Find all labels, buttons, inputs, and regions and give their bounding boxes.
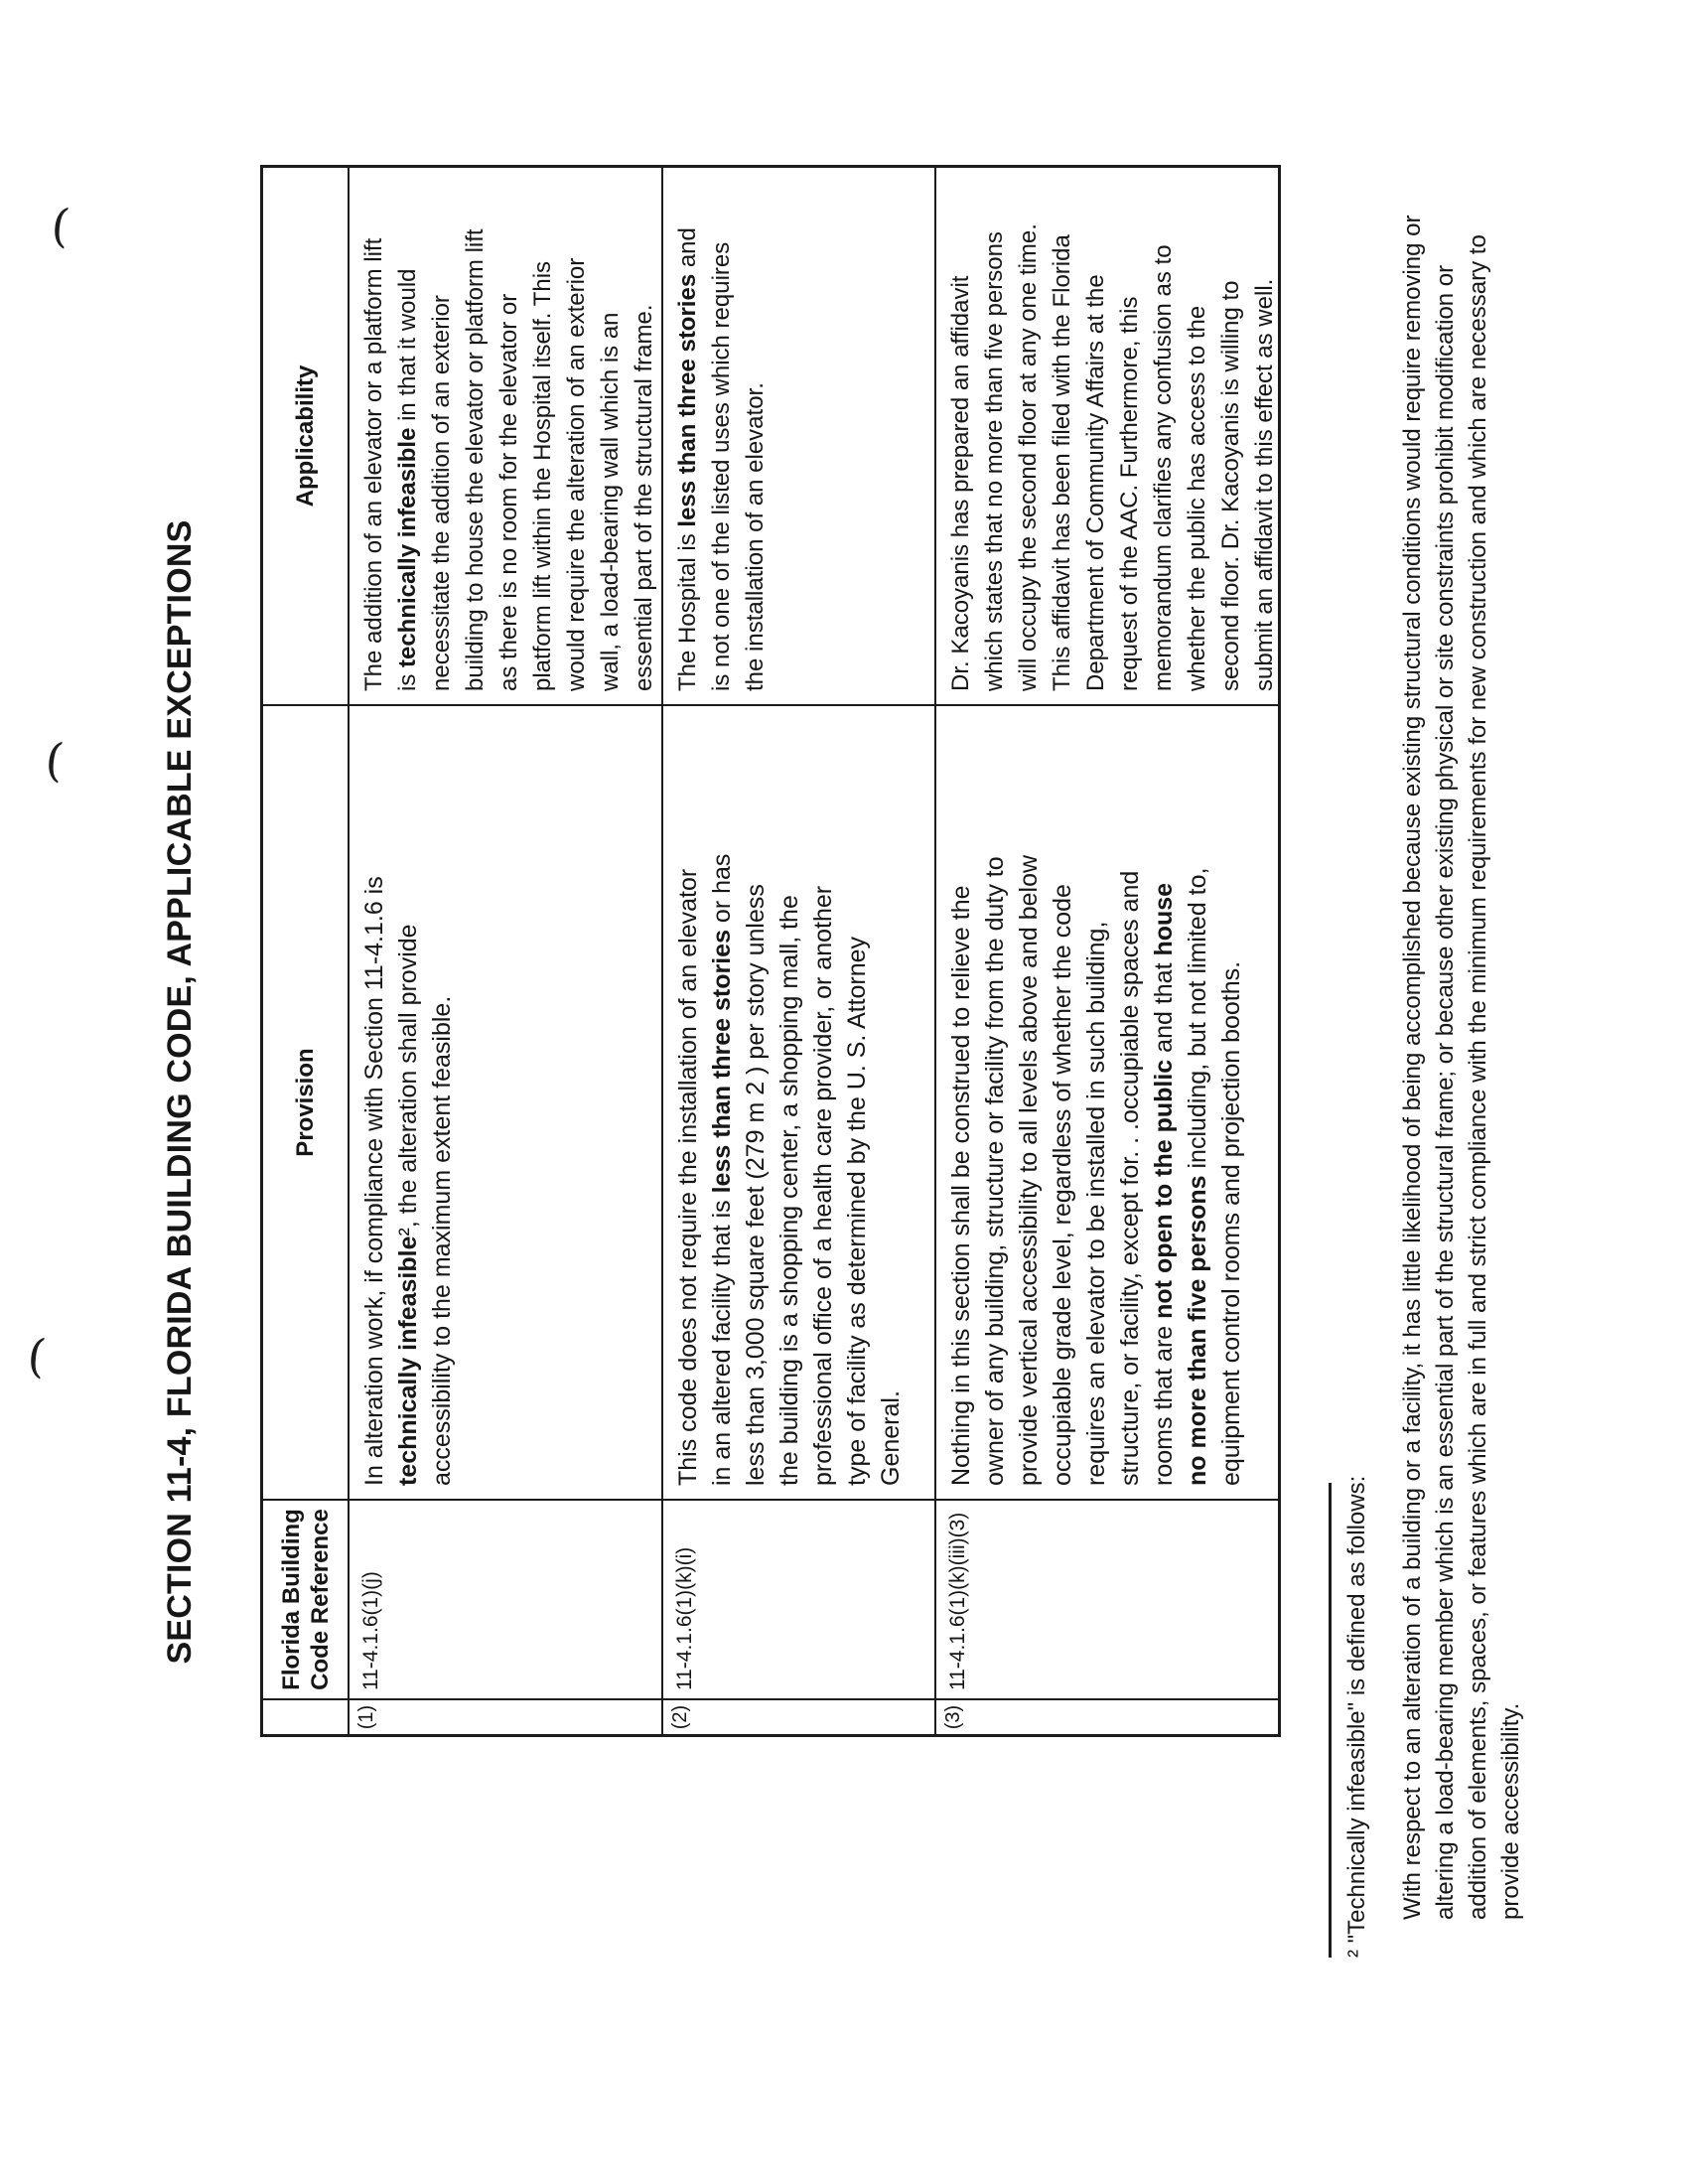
footnote-intro: ² "Technically infeasible" is defined as follows: — [1343, 1475, 1370, 1958]
header-provision: Provision — [263, 706, 348, 1501]
scan-artifact-mark: ( — [25, 1328, 49, 1383]
scan-artifact-mark: ( — [43, 732, 67, 788]
provision-text: In alteration work, if compliance with Section 11-4.1.6 is technically infeasible², the alteration shall provide accessibility to the maximum extent feasible. — [348, 706, 661, 1501]
code-reference: 11-4.1.6(1)(j) — [348, 1501, 661, 1700]
provision-text: This code does not require the installation of an elevator in an altered facility that is less than three stories or has less than 3,000 square feet (279 m 2 ) per story unless the building is a shopping center, a shopping mall, the professional office of a health care provider, or another type of facility as determined by the U. S. Attorney General. — [661, 706, 934, 1501]
row-number: (2) — [661, 1700, 934, 1734]
applicability-text: Dr. Kacoyanis has prepared an affidavit which states that no more than five persons will occupy the second floor at any one time. This affidavit has been filed with the Florida Department of Community Affairs at the request of the AAC. Furthermore, this memorandum clarifies any confusion as to whether the public has access to the second floor. Dr. Kacoyanis is willing to submit an affidavit to this effect as well. — [934, 168, 1278, 706]
document-title: SECTION 11-4, FLORIDA BUILDING CODE, APPLICABLE EXCEPTIONS — [161, 519, 199, 1665]
applicability-text: The addition of an elevator or a platform lift is technically infeasible in that it would necessitate the addition of an exterior building to house the elevator or platform lift as there is no room for the elevator or platform lift within the Hospital itself. This would require the alteration of an exterior wall, a load-bearing wall which is an essential part of the structural frame. — [348, 168, 661, 706]
header-applicability: Applicability — [263, 168, 348, 706]
applicability-text: The Hospital is less than three stories and is not one of the listed uses which requires the installation of an elevator. — [661, 168, 934, 706]
footnote-body: With respect to an alteration of a building or a facility, it has little likelihood of being accomplished because existing structural conditions would require removing or altering a load-bearing member which is an essential part of the structural frame; or because other existing physical or site constraints prohibit modification or addition of elements, spaces, or features which are in full and strict compliance with the minimum requirements for new construction and which are necessary to provide accessibility. — [1399, 215, 1524, 1920]
footnote-separator-rule — [1329, 1483, 1332, 1958]
code-reference: 11-4.1.6(1)(k)(i) — [661, 1501, 934, 1700]
header-code-reference: Florida Building Code Reference — [263, 1501, 348, 1700]
exceptions-table — [260, 165, 1281, 1737]
row-number: (3) — [934, 1700, 1278, 1734]
provision-text: Nothing in this section shall be construed to relieve the owner of any building, structure or facility from the duty to provide vertical accessibility to all levels above and below occupiable grade level, regardless of whether the code requires an elevator to be installed in such building, structure, or facility, except for. . .occupiable spaces and rooms that are not open to the public and that house no more than five persons including, but not limited to, equipment control rooms and projection booths. — [934, 706, 1278, 1501]
code-reference: 11-4.1.6(1)(k)(iii)(3) — [934, 1501, 1278, 1700]
scan-artifact-mark: ( — [49, 198, 72, 253]
row-number: (1) — [348, 1700, 661, 1734]
header-number — [263, 1700, 348, 1734]
